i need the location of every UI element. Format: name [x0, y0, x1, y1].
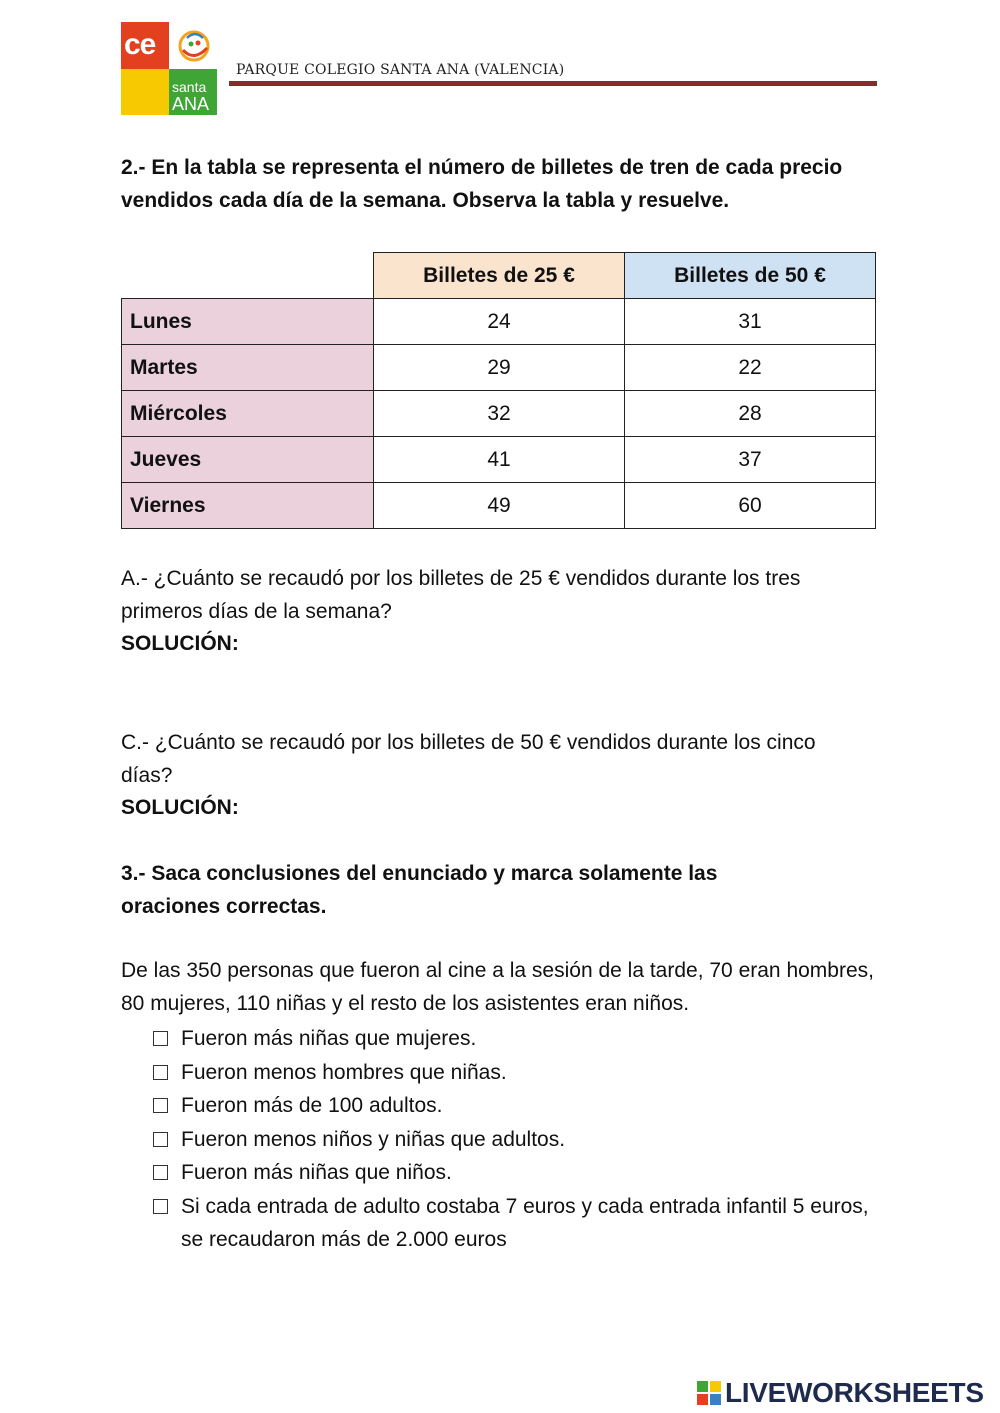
option-checkbox[interactable] [153, 1132, 168, 1147]
row-day-label: Martes [122, 345, 374, 391]
cell-25: 24 [374, 299, 625, 345]
row-day-label: Jueves [122, 437, 374, 483]
option-item [153, 1123, 883, 1157]
options-checklist [153, 1022, 883, 1257]
option-text: Si cada entrada de adulto costaba 7 euros y cada entrada infantil 5 euros, se recaudaron más de 2.000 euros [181, 1194, 869, 1251]
cell-25: 32 [374, 391, 625, 437]
logo-ce-text: ce [124, 28, 156, 61]
option-item [153, 1056, 883, 1090]
tickets-table [121, 252, 876, 529]
header-divider [229, 81, 877, 86]
logo-ana-text: ANA [172, 94, 210, 114]
option-checkbox[interactable] [153, 1199, 168, 1214]
table-header-row [122, 253, 876, 299]
option-checkbox[interactable] [153, 1098, 168, 1113]
cell-50: 22 [625, 345, 876, 391]
school-emblem-icon [173, 26, 215, 66]
school-name: PARQUE COLEGIO SANTA ANA (VALENCIA) [236, 62, 565, 78]
table-row [122, 345, 876, 391]
row-day-label: Miércoles [122, 391, 374, 437]
question-c-solution-label: SOLUCIÓN: [121, 796, 239, 819]
option-item [153, 1089, 883, 1123]
question-c: C.- ¿Cuánto se recaudó por los billetes de 50 € vendidos durante los cinco días? [121, 731, 816, 787]
option-item [153, 1156, 883, 1190]
option-text: Fueron más niñas que mujeres. [181, 1027, 477, 1050]
cell-25: 41 [374, 437, 625, 483]
table-row [122, 391, 876, 437]
column-header-50: Billetes de 50 € [625, 253, 876, 299]
school-logo [121, 22, 217, 115]
column-header-25: Billetes de 25 € [374, 253, 625, 299]
option-checkbox[interactable] [153, 1031, 168, 1046]
cell-25: 29 [374, 345, 625, 391]
cell-50: 31 [625, 299, 876, 345]
option-item [153, 1022, 883, 1056]
option-text: Fueron más niñas que niños. [181, 1161, 452, 1184]
watermark-text: LIVEWORKSHEETS [725, 1377, 984, 1408]
table-corner-cell [122, 253, 374, 299]
option-text: Fueron menos hombres que niñas. [181, 1060, 507, 1084]
option-text: Fueron menos niños y niñas que adultos. [181, 1127, 566, 1151]
question-a: A.- ¿Cuánto se recaudó por los billetes de 25 € vendidos durante los tres primeros días de la semana? [121, 567, 801, 623]
option-checkbox[interactable] [153, 1065, 168, 1080]
cell-50: 28 [625, 391, 876, 437]
row-day-label: Lunes [122, 299, 374, 345]
exercise-3-statement: 3.- Saca conclusiones del enunciado y marca solamente las oraciones correctas. [121, 862, 718, 918]
option-text: Fueron más de 100 adultos. [181, 1094, 443, 1117]
option-item [153, 1190, 883, 1257]
question-a-solution-label: SOLUCIÓN: [121, 632, 239, 655]
row-day-label: Viernes [122, 483, 374, 529]
table-row [122, 299, 876, 345]
cell-50: 60 [625, 483, 876, 529]
exercise-3-intro: De las 350 personas que fueron al cine a la sesión de la tarde, 70 eran hombres, 80 mujeres, 110 niñas y el resto de los asistentes eran niños. [121, 959, 874, 1015]
option-checkbox[interactable] [153, 1165, 168, 1180]
table-row [122, 483, 876, 529]
liveworksheets-watermark [697, 1376, 984, 1410]
logo-yellow-block [121, 69, 169, 115]
cell-50: 37 [625, 437, 876, 483]
exercise-2-statement: 2.- En la tabla se representa el número de billetes de tren de cada precio vendidos cada día de la semana. Observa la tabla y resuelve. [121, 156, 843, 212]
logo-santa-text: santa [172, 79, 207, 95]
liveworksheets-blocks-icon [697, 1381, 721, 1405]
cell-25: 49 [374, 483, 625, 529]
table-row [122, 437, 876, 483]
